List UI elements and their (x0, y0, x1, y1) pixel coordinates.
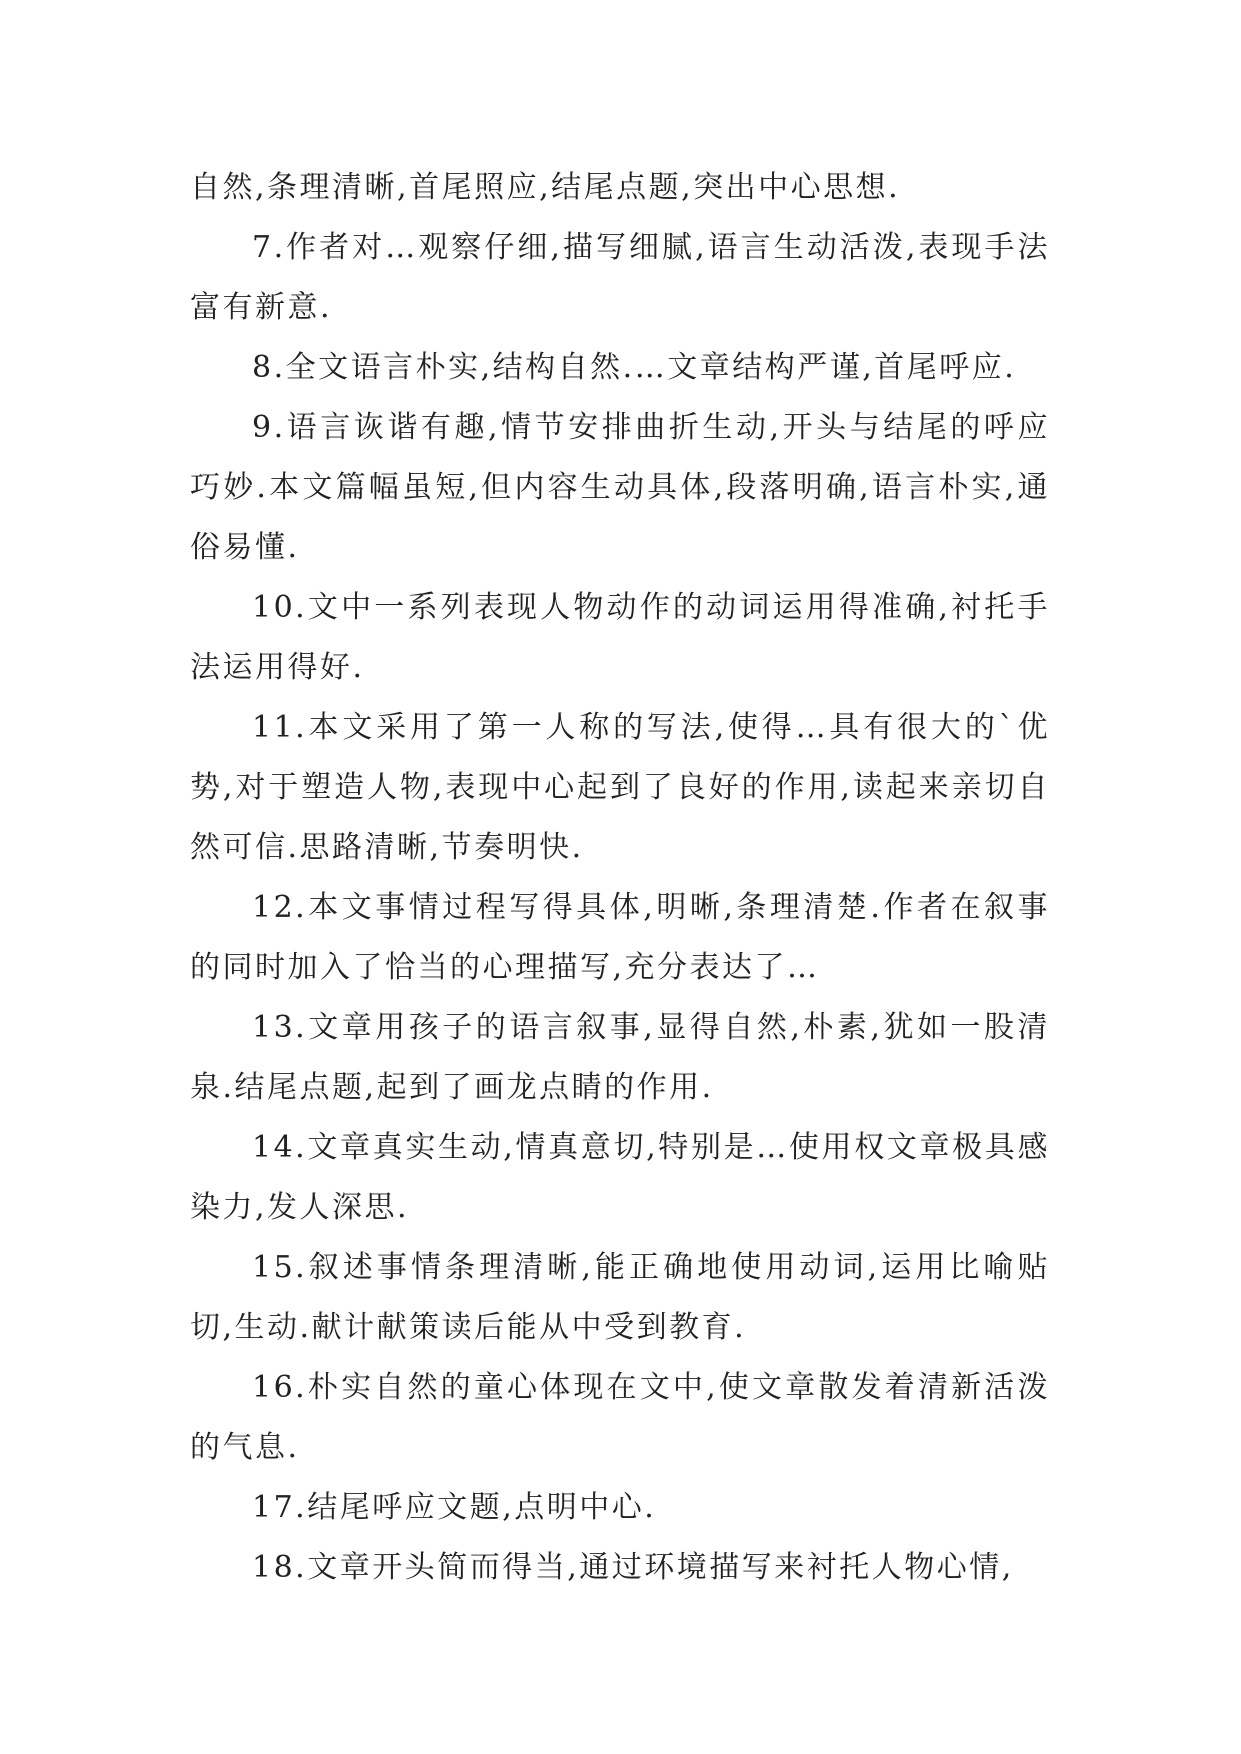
paragraph-item-8: 8.全文语言朴实,结构自然.…文章结构严谨,首尾呼应. (252, 350, 1017, 385)
document-body (190, 158, 1050, 1598)
paragraph-item-7: 7.作者对…观察仔细,描写细腻,语言生动活泼,表现手法富有新意. (190, 230, 1050, 325)
paragraph-item-11: 11.本文采用了第一人称的写法,使得…具有很大的`优势,对于塑造人物,表现中心起到了良好的作用,读起来亲切自然可信.思路清晰,节奏明快. (190, 710, 1050, 865)
paragraph-item-13: 13.文章用孩子的语言叙事,显得自然,朴素,犹如一股清泉.结尾点题,起到了画龙点睛的作用. (190, 1010, 1050, 1105)
paragraph-continuation: 自然,条理清晰,首尾照应,结尾点题,突出中心思想. (190, 170, 901, 205)
paragraph-item-9: 9.语言诙谐有趣,情节安排曲折生动,开头与结尾的呼应巧妙.本文篇幅虽短,但内容生动具体,段落明确,语言朴实,通俗易懂. (190, 410, 1050, 565)
paragraph-item-17: 17.结尾呼应文题,点明中心. (252, 1490, 657, 1525)
paragraph-item-10: 10.文中一系列表现人物动作的动词运用得准确,衬托手法运用得好. (190, 590, 1050, 685)
paragraph-item-18: 18.文章开头简而得当,通过环境描写来衬托人物心情, (252, 1550, 1014, 1585)
paragraph-item-12: 12.本文事情过程写得具体,明晰,条理清楚.作者在叙事的同时加入了恰当的心理描写,充分表达了… (190, 890, 1050, 985)
paragraph-item-14: 14.文章真实生动,情真意切,特别是…使用权文章极具感染力,发人深思. (190, 1130, 1050, 1225)
paragraph-item-16: 16.朴实自然的童心体现在文中,使文章散发着清新活泼的气息. (190, 1370, 1050, 1465)
paragraph-item-15: 15.叙述事情条理清晰,能正确地使用动词,运用比喻贴切,生动.献计献策读后能从中受到教育. (190, 1250, 1050, 1345)
